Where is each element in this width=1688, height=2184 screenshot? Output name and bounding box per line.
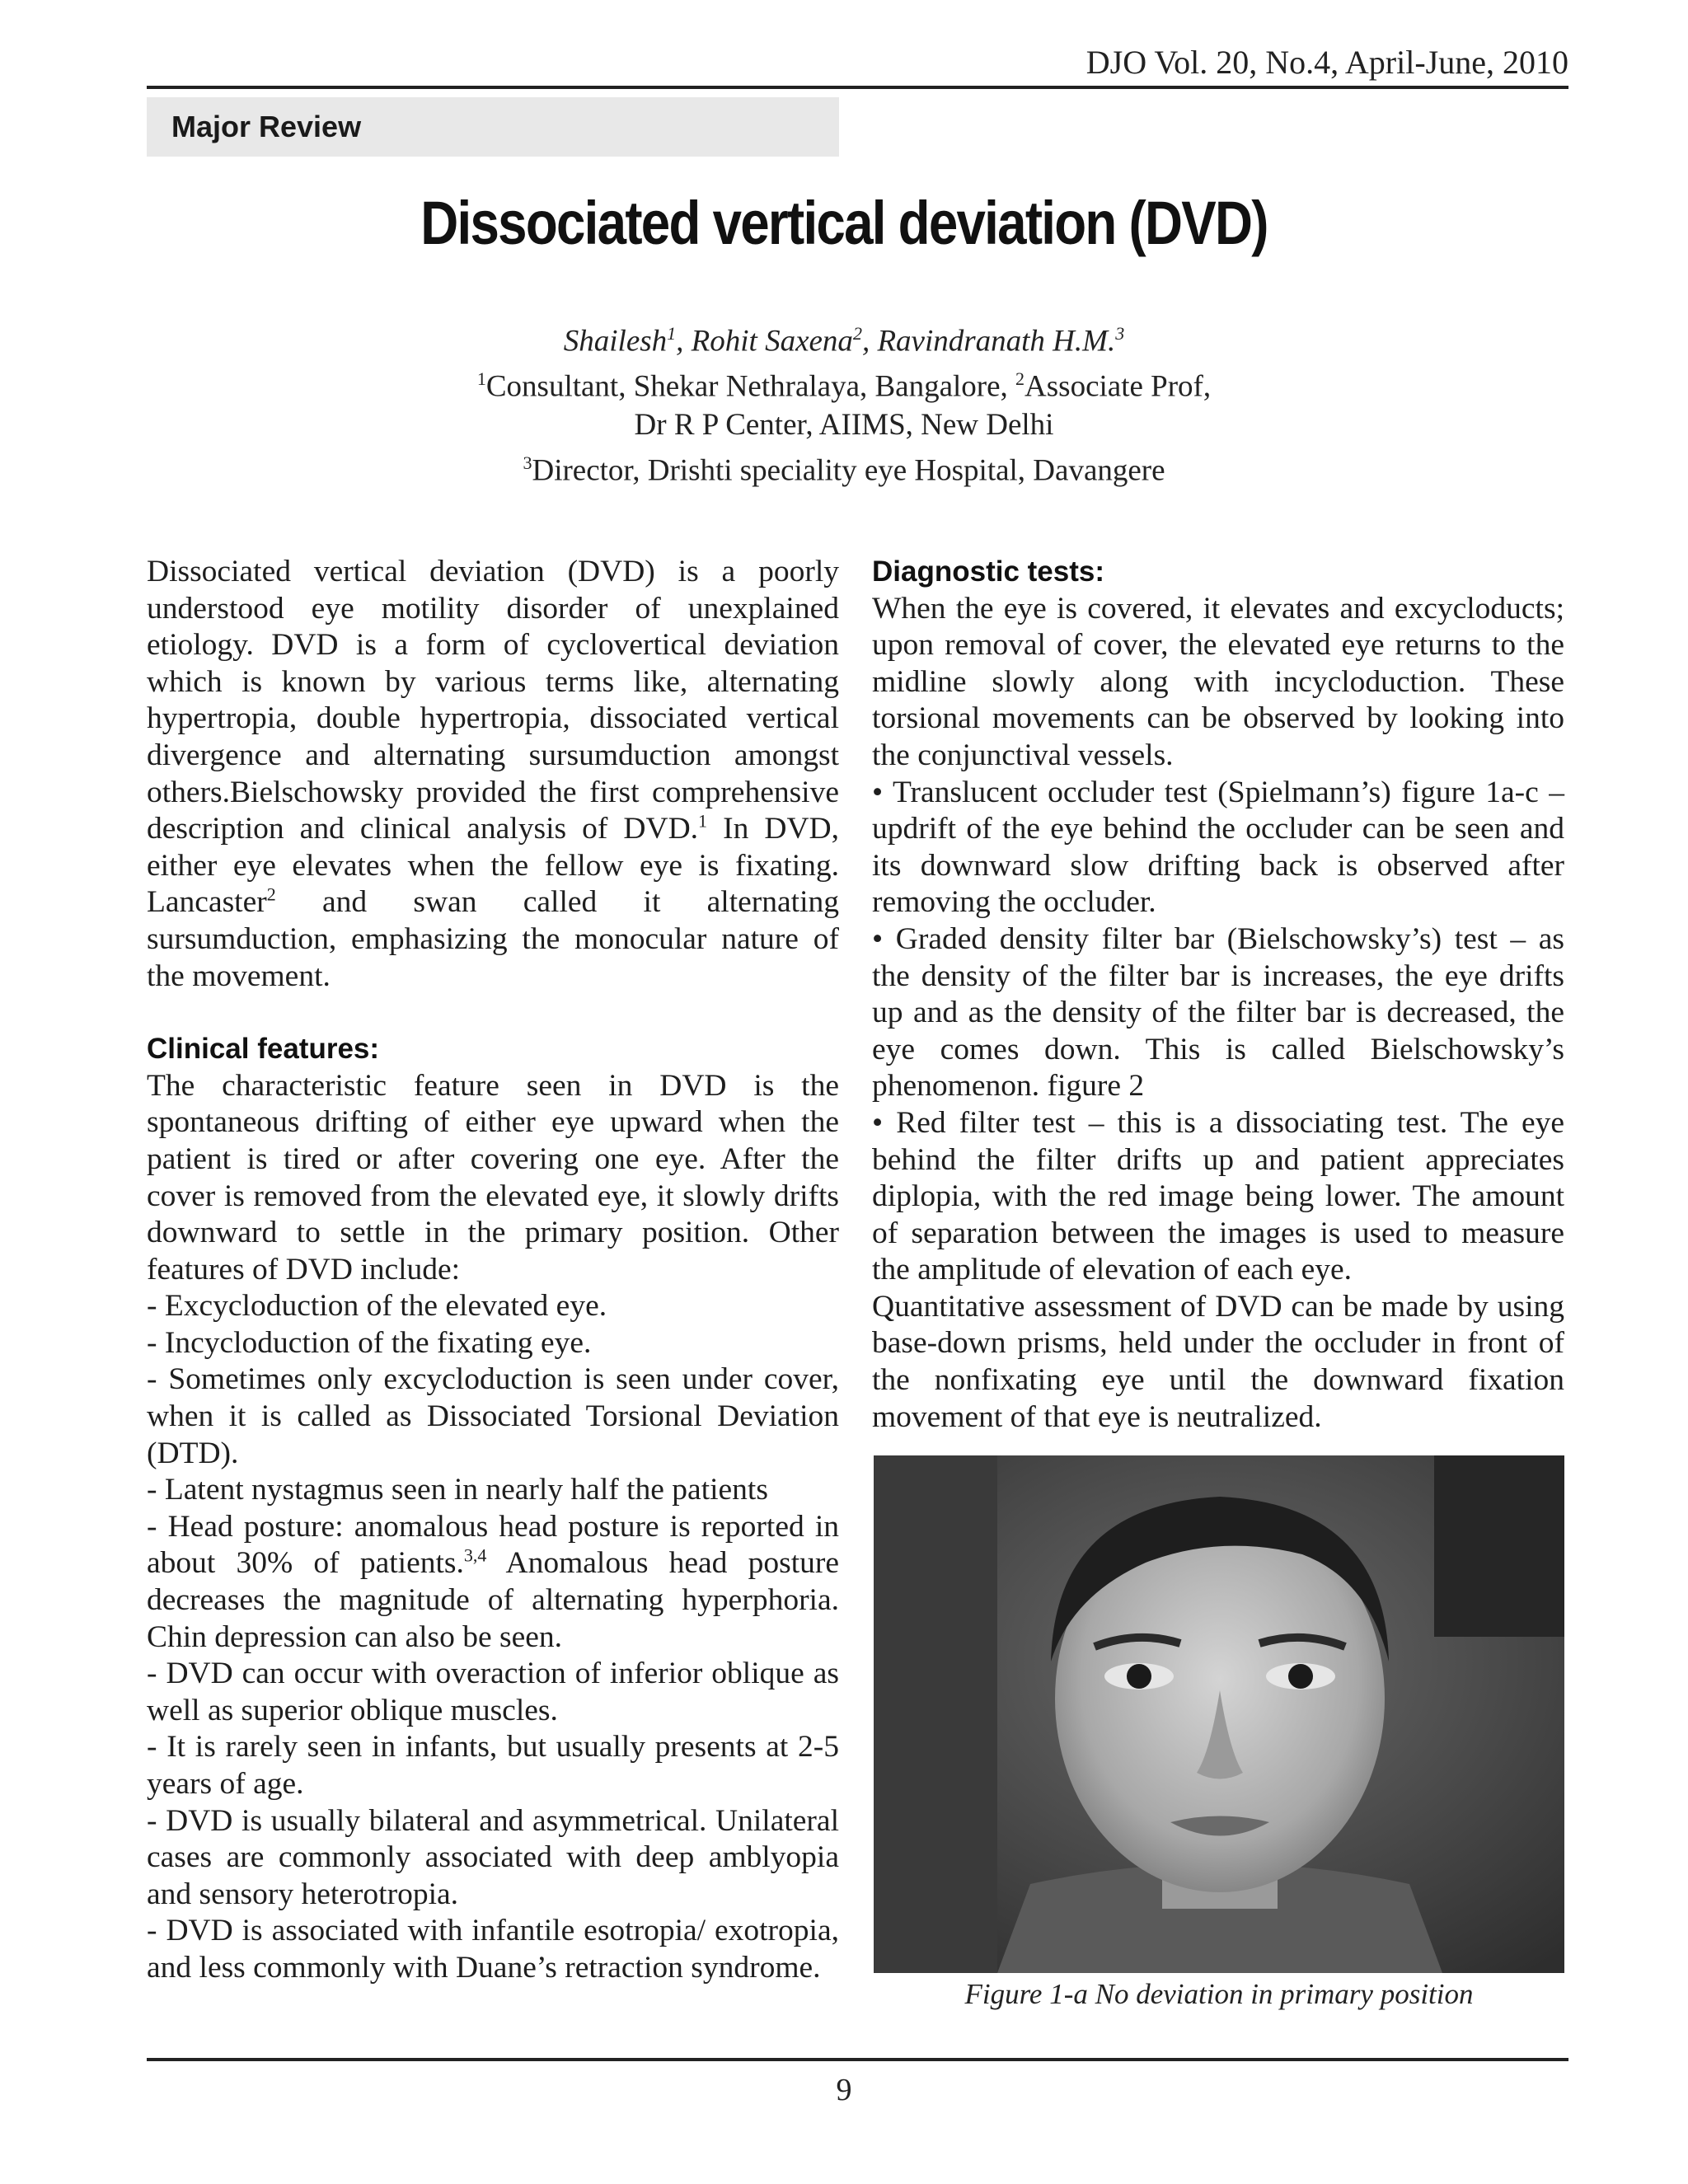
list-item: - Excycloduction of the elevated eye. xyxy=(147,1289,607,1324)
affil-text: Consultant, Shekar Nethralaya, Bangalore, xyxy=(485,369,1016,404)
affil-sup: 1 xyxy=(476,368,486,390)
author-3-sup: 3 xyxy=(1115,323,1125,344)
author-1: Shailesh xyxy=(563,324,668,359)
bullet-item: • Translucent occluder test (Spielmann’s) figure 1a-c – updrift of the eye behind the occluder can be seen and its downward slow drifting back is observed after removing the occluder. xyxy=(872,775,1564,920)
list-item: - Incycloduction of the fixating eye. xyxy=(147,1325,592,1360)
citation-sup: 3,4 xyxy=(463,1544,487,1566)
journal-reference: DJO Vol. 20, No.4, April-June, 2010 xyxy=(1085,44,1568,81)
bullet-item: • Red filter test – this is a dissociating test. The eye behind the filter drifts up and patient appreciates diplopia, with the red image being lower. The amount of separation between the images is used to measure the amplitude of elevation of each eye. xyxy=(872,1105,1564,1287)
list-item: - Sometimes only excycloduction is seen under cover, when it is called as Dissociated Torsional Deviation (DTD). xyxy=(147,1362,839,1470)
list-item: - Latent nystagmus seen in nearly half the patients xyxy=(147,1473,768,1507)
text-run: Dissociated vertical deviation (DVD) is a poorly understood eye motility disorder of unexplained etiology. DVD is a form of cyclovertical deviation which is known by various terms like, alternating hypertropia, double hypertropia, dissociated vertical divergence and alternating sursumduction amongst others.Bielschowsky provided the first comprehensive description and clinical analysis of DVD. xyxy=(147,555,839,846)
text-run: and swan called it alternating sursumduction, emphasizing the monocular nature of the movement. xyxy=(147,885,839,993)
text-run: - Head posture: anomalous head posture is reported in about 30% of patients. xyxy=(147,1509,839,1581)
figure-caption: Figure 1-a No deviation in primary position xyxy=(964,1978,1474,2010)
clinical-paragraph: The characteristic feature seen in DVD is the spontaneous drifting of either eye upward when the patient is tired or after covering one eye. After the cover is removed from the elevated eye, it slowly drifts downward to settle in the primary position. Other features of DVD include: xyxy=(147,1068,839,1286)
diagnostic-paragraph: When the eye is covered, it elevates and excycloducts; upon removal of cover, the elevated eye returns to the midline slowly along with incycloduction. These torsional movements can be observed by looking into the conjunctival vessels. xyxy=(872,591,1564,772)
author-2-sup: 2 xyxy=(852,323,862,344)
intro-paragraph xyxy=(147,554,839,995)
bottom-rule xyxy=(147,2058,1568,2061)
author-block xyxy=(0,315,1688,490)
diagnostic-tests-heading: Diagnostic tests: xyxy=(872,555,1104,588)
list-item: - DVD is usually bilateral and asymmetrical. Unilateral cases are commonly associated with deep amblyopia and sensory heterotropia. xyxy=(147,1803,839,1911)
figure-photo xyxy=(874,1455,1564,1973)
author-3: Ravindranath H.M. xyxy=(877,324,1116,359)
top-rule xyxy=(147,86,1568,89)
affiliation-line-1 xyxy=(0,360,1688,405)
list-item: - DVD can occur with overaction of inferior oblique as well as superior oblique muscles. xyxy=(147,1657,839,1727)
right-column xyxy=(872,554,1564,1436)
affiliation-line-2: Dr R P Center, AIIMS, New Delhi xyxy=(634,407,1054,442)
list-item xyxy=(147,1509,839,1656)
citation-sup: 2 xyxy=(266,883,276,905)
section-label: Major Review xyxy=(147,97,839,157)
author-names: Shailesh$^1$, Rohit Saxena$^2$, Ravindranath H.M.$^3$ xyxy=(563,323,1125,359)
list-item: - It is rarely seen in infants, but usually presents at 2-5 years of age. xyxy=(147,1730,839,1801)
page-number: 9 xyxy=(836,2073,852,2107)
text-run: In DVD, either eye elevates when the fellow eye is fixating. Lancaster xyxy=(147,812,839,920)
affil-text: Director, Drishti speciality eye Hospital, Davangere xyxy=(532,452,1165,487)
affiliation-line-3 xyxy=(0,444,1688,490)
left-column xyxy=(147,554,839,1987)
bullet-item: • Graded density filter bar (Bielschowsky’s) test – as the density of the filter bar is increases, the eye drifts up and as the density of the filter bar is decreased, the eye comes down. This is called Bielschowsky’s phenomenon. figure 2 xyxy=(872,921,1564,1104)
quantitative-paragraph: Quantitative assessment of DVD can be made by using base-down prisms, held under the occluder in front of the nonfixating eye until the downward fixation movement of that eye is neutralized. xyxy=(872,1289,1564,1434)
author-1-sup: 1 xyxy=(667,323,677,344)
author-2: Rohit Saxena xyxy=(691,324,853,359)
text-run: Anomalous head posture decreases the magnitude of alternating hyperphoria. Chin depression can also be seen. xyxy=(147,1546,839,1654)
citation-sup: 1 xyxy=(698,810,708,832)
face-photo-illustration xyxy=(874,1455,1564,1973)
affil-sup: 2 xyxy=(1015,368,1025,390)
affil-sup: 3 xyxy=(523,452,532,473)
list-item: - DVD is associated with infantile esotropia/ exotropia, and less commonly with Duane’s retraction syndrome. xyxy=(147,1914,839,1985)
article-title: Dissociated vertical deviation (DVD) xyxy=(420,189,1268,257)
affil-text: Associate Prof, xyxy=(1025,369,1212,404)
clinical-features-heading: Clinical features: xyxy=(147,1033,380,1066)
